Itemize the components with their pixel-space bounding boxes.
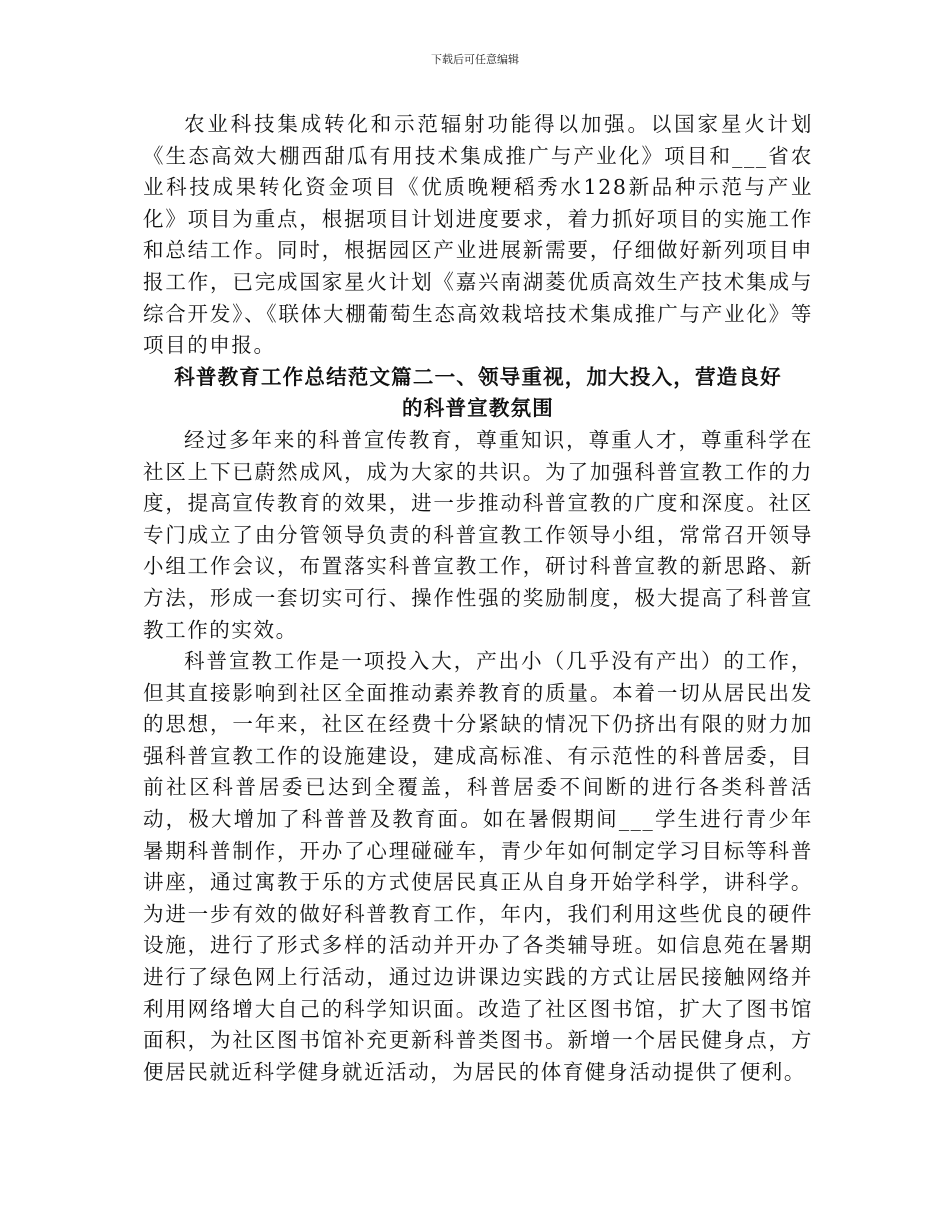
body-paragraph: 科普宣教工作是一项投入大，产出小（几乎没有产出）的工作，但其直接影响到社区全面推动素养教育的质量。本着一切从居民出发的思想，一年来，社区在经费十分紧缺的情况下仍挤出有限的财力加强科普宣教工作的设施建设，建成高标准、有示范性的科普居委，目前社区科普居委已达到全覆盖，科普居委不间断的进行各类科普活动，极大增加了科普普及教育面。如在暑假期间___学生进行青少年暑期科普制作，开办了心理碰碰车，青少年如何制定学习目标等科普讲座，通过寓教于乐的方式使居民真正从自身开始学科学，讲科学。为进一步有效的做好科普教育工作，年内，我们利用这些优良的硬件设施，进行了形式多样的活动并开办了各类辅导班。如信息苑在暑期进行了绿色网上行活动，通过边讲课边实践的方式让居民接触网络并利用网络增大自己的科学知识面。改造了社区图书馆，扩大了图书馆面积，为社区图书馆补充更新科普类图书。新增一个居民健身点，方便居民就近科学健身就近活动，为居民的体育健身活动提供了便利。 — [143, 649, 813, 1084]
body-paragraph: 经过多年来的科普宣传教育，尊重知识，尊重人才，尊重科学在社区上下已蔚然成风，成为大家的共识。为了加强科普宣教工作的力度，提高宣传教育的效果，进一步推动科普宣教的广度和深度。社区专门成立了由分管领导负责的科普宣教工作领导小组，常常召开领导小组工作会议，布置落实科普宣教工作，研讨科普宣教的新思路、新方法，形成一套切实可行、操作性强的奖励制度，极大提高了科普宣教工作的实效。 — [143, 427, 813, 642]
document-body — [143, 109, 813, 1088]
section-heading-line-1: 科普教育工作总结范文篇二一、领导重视，加大投入，营造良好 — [174, 364, 782, 389]
body-paragraph: 农业科技集成转化和示范辐射功能得以加强。以国家星火计划《生态高效大棚西甜瓜有用技术集成推广与产业化》项目和___省农业科技成果转化资金项目《优质晚粳稻秀水128新品种示范与产业化》项目为重点，根据项目计划进度要求，着力抓好项目的实施工作和总结工作。同时，根据园区产业进展新需要，仔细做好新列项目申报工作，已完成国家星火计划《嘉兴南湖菱优质高效生产技术集成与综合开发》、《联体大棚葡萄生态高效栽培技术集成推广与产业化》等项目的申报。 — [143, 112, 813, 358]
section-heading — [143, 362, 813, 425]
page-header: 下载后可任意编辑 — [431, 53, 519, 66]
section-heading-line-2: 的科普宣教氛围 — [402, 396, 554, 421]
